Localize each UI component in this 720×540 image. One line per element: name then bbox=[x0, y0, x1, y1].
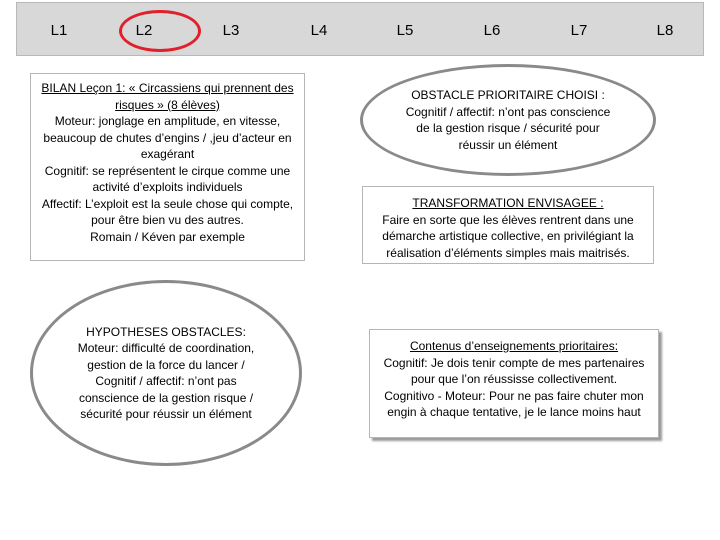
contenus-cognitif: Cognitif: Je dois tenir compte de mes partenaires pour que l’on réussisse collectivement. bbox=[383, 355, 645, 386]
contenus-title: Contenus d’enseignements prioritaires: bbox=[409, 339, 619, 353]
bilan-title: BILAN Leçon 1: « Circassiens qui prennent des risques » (8 élèves) bbox=[41, 81, 294, 112]
lesson-l3: L3 bbox=[222, 22, 240, 39]
obstacle-choisi-title: OBSTACLE PRIORITAIRE CHOISI : bbox=[411, 88, 605, 102]
hypotheses-moteur: Moteur: difficulté de coordination, gestion de la force du lancer / bbox=[77, 341, 255, 372]
lesson-timeline bbox=[16, 2, 704, 56]
lesson-l5: L5 bbox=[396, 22, 414, 39]
lesson-l2: L2 bbox=[135, 22, 153, 39]
transformation-text: Faire en sorte que les élèves rentrent dans une démarche artistique collective, en privilégiant la réalisation d’éléments simples mais maitrisés. bbox=[382, 212, 634, 260]
bilan-affectif: Affectif: L’exploit est la seule chose qui compte, pour être bien vu des autres. bbox=[41, 196, 294, 227]
obstacle-choisi-text: Cognitif / affectif: n’ont pas conscience de la gestion risque / sécurité pour réussir un élément bbox=[405, 104, 611, 152]
hypotheses-cognitif: Cognitif / affectif: n’ont pas conscience de la gestion risque / sécurité pour réussir un élément bbox=[78, 374, 254, 421]
lesson-l7: L7 bbox=[570, 22, 588, 39]
transformation-box bbox=[362, 186, 654, 264]
lesson-l1: L1 bbox=[50, 22, 68, 39]
bilan-exemple: Romain / Kéven par exemple bbox=[90, 229, 245, 244]
lesson-l4: L4 bbox=[310, 22, 328, 39]
hypotheses-oval bbox=[30, 280, 302, 466]
obstacle-choisi-oval bbox=[360, 64, 656, 176]
contenus-box bbox=[369, 329, 659, 438]
bilan-box bbox=[30, 73, 305, 261]
bilan-cognitif: Cognitif: se représentent le cirque comme une activité d’exploits individuels bbox=[44, 163, 291, 194]
lesson-l6: L6 bbox=[483, 22, 501, 39]
transformation-title: TRANSFORMATION ENVISAGEE : bbox=[412, 196, 604, 210]
hypotheses-title: HYPOTHESES OBSTACLES: bbox=[86, 324, 246, 339]
lesson-l8: L8 bbox=[656, 22, 674, 39]
contenus-cognitivo-moteur: Cognitivo - Moteur: Pour ne pas faire chuter mon engin à chaque tentative, je le lance moins haut bbox=[384, 388, 644, 419]
bilan-moteur: Moteur: jonglage en amplitude, en vitesse, beaucoup de chutes d’engins / ,jeu d’acteur en exagérant bbox=[43, 114, 292, 161]
